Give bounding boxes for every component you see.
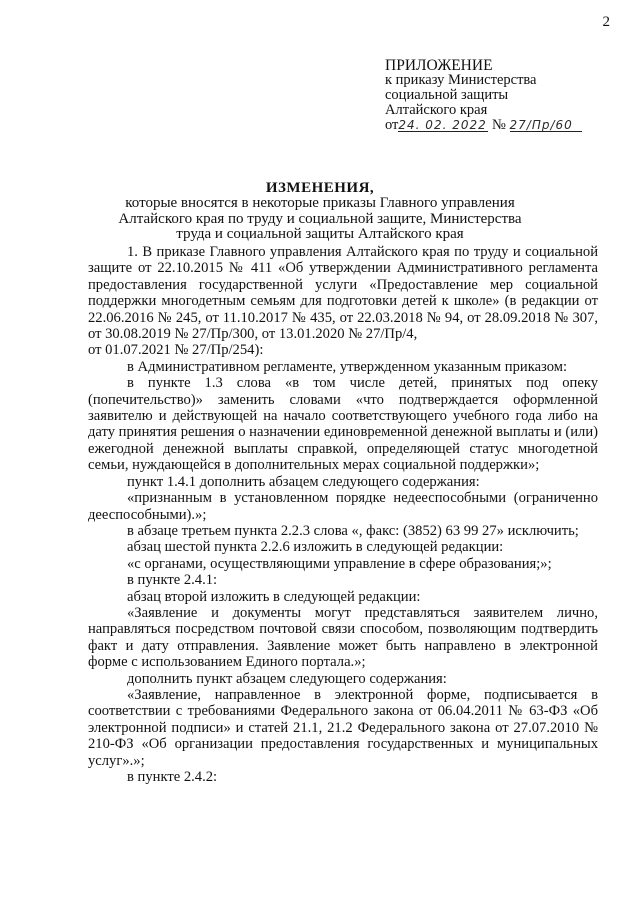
page-number: 2 — [602, 14, 610, 30]
paragraph-11: «Заявление и документы могут представляться заявителем лично, направляться посредством почтовой связи способом, позволяющим подтвердить факт и дату отправления. Заявление может быть направлено в электронной форме с использованием Единого портала.»; — [88, 604, 598, 671]
document-body — [88, 244, 598, 785]
appendix-line-2: социальной защиты — [385, 87, 509, 103]
paragraph-1-end: от 01.07.2021 № 27/Пр/254): — [88, 342, 264, 359]
paragraph-10: абзац второй изложить в следующей редакции: — [127, 588, 421, 605]
number-label: № — [492, 117, 506, 133]
paragraph-2: в Административном регламенте, утвержденном указанным приказом: — [127, 358, 568, 375]
paragraph-9: в пункте 2.4.1: — [127, 572, 218, 589]
paragraph-14: в пункте 2.4.2: — [127, 769, 218, 785]
appendix-line-3: Алтайского края — [385, 102, 488, 118]
appendix-title: ПРИЛОЖЕНИЕ — [385, 57, 493, 74]
appendix-line-1: к приказу Министерства — [385, 72, 537, 88]
from-label: от — [385, 117, 399, 133]
heading-title: ИЗМЕНЕНИЯ, — [265, 180, 375, 196]
handwritten-date: 24. 02. 2022 — [398, 118, 487, 132]
heading-line-3: труда и социальной защиты Алтайского края — [176, 225, 464, 242]
paragraph-13: «Заявление, направленное в электронной форме, подписывается в соответствии с требованиями Федерального закона от 06.04.2011 № 63-ФЗ «Об электронной подписи» и статей 21.1, 21.2 Федерального закона от 27.07.2010 № 210-ФЗ «Об организации предоставления государственных и муниципальных услуг».»; — [88, 686, 598, 769]
order-date-number-line — [385, 118, 582, 133]
paragraph-4: пункт 1.4.1 дополнить абзацем следующего содержания: — [127, 473, 480, 490]
paragraph-3: в пункте 1.3 слова «в том числе детей, принятых под опеку (попечительство)» заменить словами «что подтверждается оформленной заявителю и действующей на начало соответствующего учебного года либо на дату принятия решения о назначении единовременной денежной выплаты и (или) ежегодной денежной выплаты справкой, определяющей статус многодетной семьи, нуждающейся в дополнительных мерах социальной поддержки»; — [88, 375, 598, 474]
heading-line-2: Алтайского края по труду и социальной защите, Министерства — [118, 210, 522, 227]
paragraph-7: абзац шестой пункта 2.2.6 изложить в следующей редакции: — [127, 539, 504, 556]
handwritten-number: 27/Пр/60 — [510, 119, 582, 132]
appendix-block — [385, 58, 582, 133]
heading-line-1: которые вносятся в некоторые приказы Главного управления — [125, 195, 515, 212]
paragraph-12: дополнить пункт абзацем следующего содержания: — [127, 670, 447, 687]
document-heading — [0, 181, 640, 242]
paragraph-8: «с органами, осуществляющими управление в сфере образования;»; — [127, 555, 552, 572]
paragraph-1: 1. В приказе Главного управления Алтайского края по труду и социальной защите от 22.10.2015 № 411 «Об утверждении Административного регламента предоставления государственной услуги «Предоставление мер социальной поддержки многодетным семьям для подготовки детей к школе» (в редакции от 22.06.2016 № 245, от 11.10.2017 № 435, от 22.03.2018 № 94, от 28.09.2018 № 307, от 30.08.2019 № 27/Пр/300, от 13.01.2020 № 27/Пр/4, — [88, 244, 598, 343]
paragraph-5: «признанным в установленном порядке недееспособными (ограниченно дееспособными).»; — [88, 490, 598, 523]
paragraph-6: в абзаце третьем пункта 2.2.3 слова «, факс: (3852) 63 99 27» исключить; — [127, 522, 579, 539]
